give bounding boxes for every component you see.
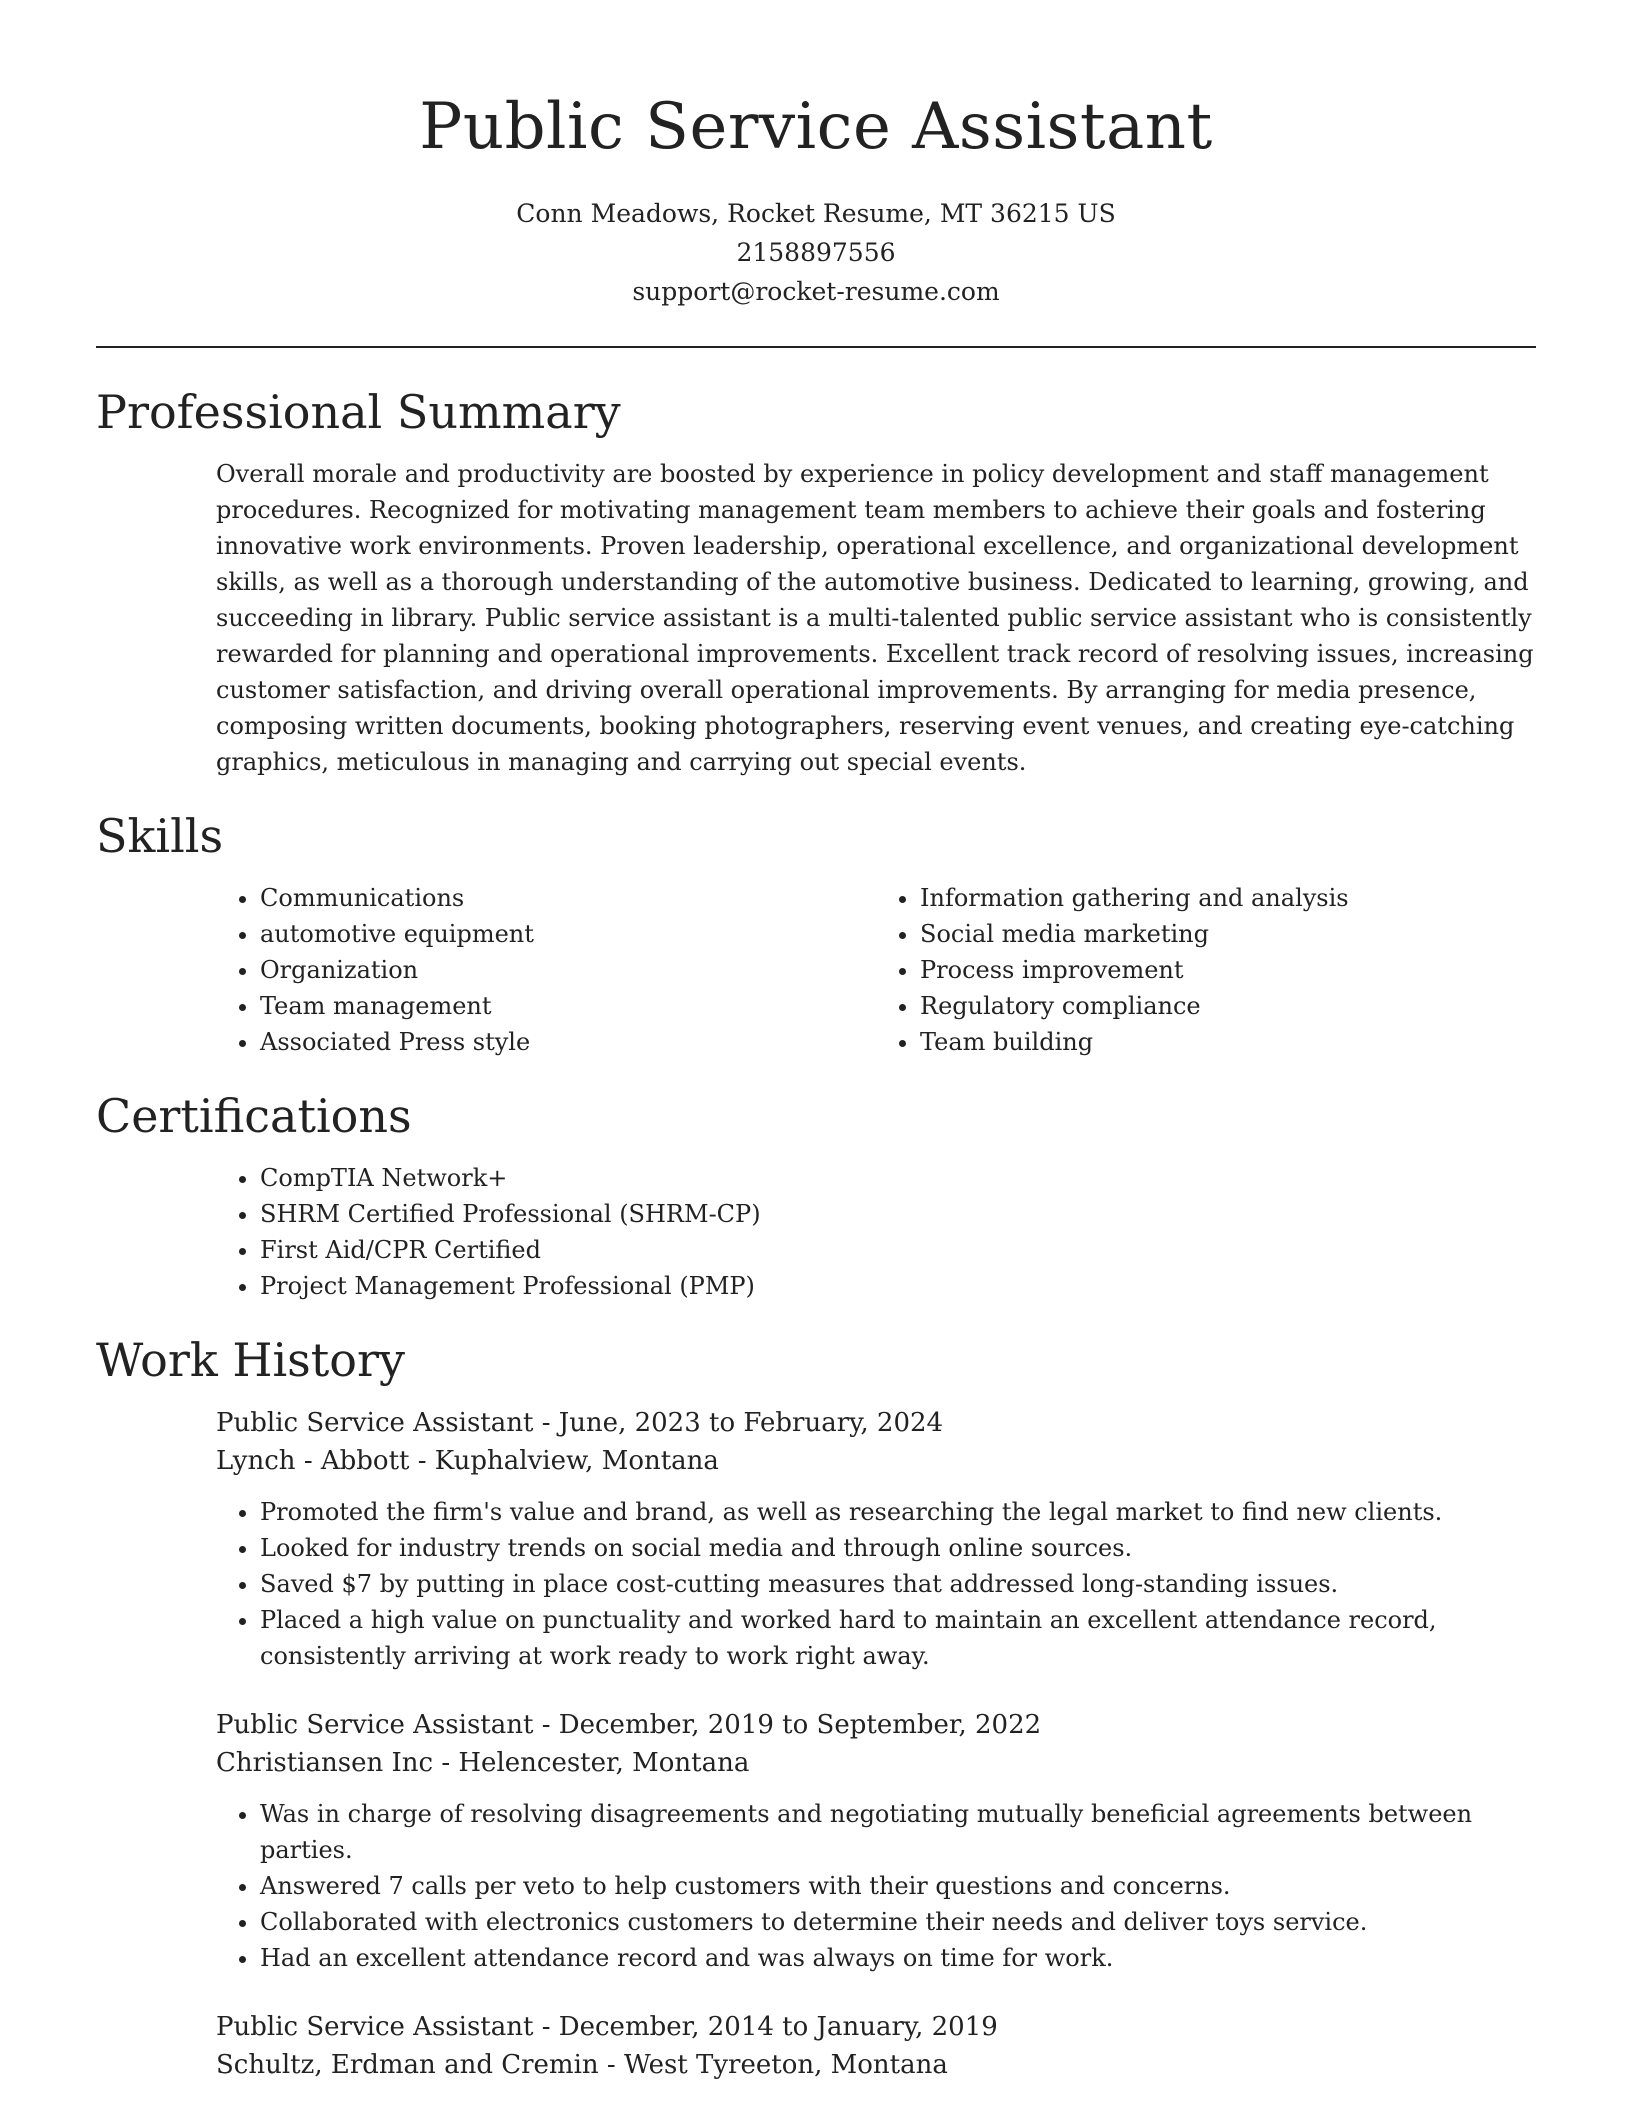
job-bullets	[216, 1494, 1536, 1674]
summary-text: Overall morale and productivity are boosted by experience in policy development and staff management procedures. Recognized for motivating management team members to achieve their goals and fostering innovative work environments. Proven leadership, operational excellence, and organizational development skills, as well as a thorough understanding of the automotive business. Dedicated to learning, growing, and succeeding in library. Public service assistant is a multi-talented public service assistant who is consistently rewarded for planning and operational improvements. Excellent track record of resolving issues, increasing customer satisfaction, and driving overall operational improvements. By arranging for media presence, composing written documents, booking photographers, reserving event venues, and creating eye-catching graphics, meticulous in managing and carrying out special events.	[216, 460, 1534, 776]
job-dates: - June, 2023 to February, 2024	[533, 1408, 944, 1438]
job-entry	[216, 2008, 1536, 2084]
job-bullet: • Promoted the firm's value and brand, as well as researching the legal market to find new clients.	[260, 1494, 1536, 1530]
job-location: - Helencester, Montana	[433, 1748, 750, 1778]
job-bullet: • Looked for industry trends on social media and through online sources.	[260, 1530, 1536, 1566]
summary-heading: Professional Summary	[96, 385, 621, 439]
certifications-section	[96, 1084, 1536, 1304]
skill-item: • Social media marketing	[920, 916, 1536, 952]
certification-item: • First Aid/CPR Certified	[260, 1232, 1536, 1268]
job-bullet: • Was in charge of resolving disagreements and negotiating mutually beneficial agreements between parties.	[260, 1796, 1536, 1868]
job-bullet: • Placed a high value on punctuality and worked hard to maintain an excellent attendance record, consistently arriving at work ready to work right away.	[260, 1602, 1536, 1674]
job-dates: - December, 2019 to September, 2022	[533, 1710, 1042, 1740]
job-entry	[216, 1706, 1536, 1976]
job-location: - Kuphalview, Montana	[409, 1446, 719, 1476]
certification-item: • SHRM Certified Professional (SHRM-CP)	[260, 1196, 1536, 1232]
job-bullet: • Saved $7 by putting in place cost-cutting measures that addressed long-standing issues.	[260, 1566, 1536, 1602]
resume-header	[96, 0, 1536, 311]
job-role: Public Service Assistant	[216, 1408, 534, 1438]
address: Conn Meadows, Rocket Resume, MT 36215 US	[516, 199, 1116, 228]
job-dates: - December, 2014 to January, 2019	[533, 2012, 998, 2042]
job-bullet: • Had an excellent attendance record and was always on time for work.	[260, 1940, 1536, 1976]
job-company: Christiansen Inc	[216, 1748, 434, 1778]
job-title-line	[216, 1706, 1536, 1744]
job-role: Public Service Assistant	[216, 2012, 534, 2042]
certification-item: • CompTIA Network+	[260, 1160, 1536, 1196]
skills-section	[96, 804, 1536, 1060]
job-location: - West Tyreeton, Montana	[598, 2050, 948, 2080]
job-company-line	[216, 1442, 1536, 1480]
work-history-section	[96, 1328, 1536, 2084]
skills-heading: Skills	[96, 809, 224, 863]
skill-item: • Team management	[260, 988, 876, 1024]
job-company: Lynch - Abbott	[216, 1446, 410, 1476]
skills-list-right	[876, 880, 1536, 1060]
job-title-line	[216, 1404, 1536, 1442]
skill-item: • Process improvement	[920, 952, 1536, 988]
job-company-line	[216, 1744, 1536, 1782]
job-company-line	[216, 2046, 1536, 2084]
certifications-heading: Certifications	[96, 1089, 412, 1143]
skill-item: • Organization	[260, 952, 876, 988]
job-title-line	[216, 2008, 1536, 2046]
contact-block	[96, 194, 1536, 311]
certifications-list	[216, 1160, 1536, 1304]
skill-item: • Associated Press style	[260, 1024, 876, 1060]
job-company: Schultz, Erdman and Cremin	[216, 2050, 599, 2080]
skill-item: • Team building	[920, 1024, 1536, 1060]
job-bullet: • Answered 7 calls per veto to help customers with their questions and concerns.	[260, 1868, 1536, 1904]
certifications-body	[216, 1160, 1536, 1304]
certification-item: • Project Management Professional (PMP)	[260, 1268, 1536, 1304]
skill-item: • Regulatory compliance	[920, 988, 1536, 1024]
summary-body	[216, 456, 1536, 780]
skill-item: • automotive equipment	[260, 916, 876, 952]
skill-item: • Information gathering and analysis	[920, 880, 1536, 916]
skills-list-left	[216, 880, 876, 1060]
job-bullet: • Collaborated with electronics customers to determine their needs and deliver toys service.	[260, 1904, 1536, 1940]
summary-section	[96, 380, 1536, 780]
email: support@rocket-resume.com	[632, 277, 1000, 306]
phone: 2158897556	[736, 238, 896, 267]
page-title: Public Service Assistant	[419, 90, 1213, 164]
skill-item: • Communications	[260, 880, 876, 916]
work-history-heading: Work History	[96, 1333, 405, 1387]
job-bullets	[216, 1796, 1536, 1976]
header-divider	[96, 346, 1536, 348]
job-role: Public Service Assistant	[216, 1710, 534, 1740]
skills-columns	[216, 880, 1536, 1060]
job-entry	[216, 1404, 1536, 1674]
